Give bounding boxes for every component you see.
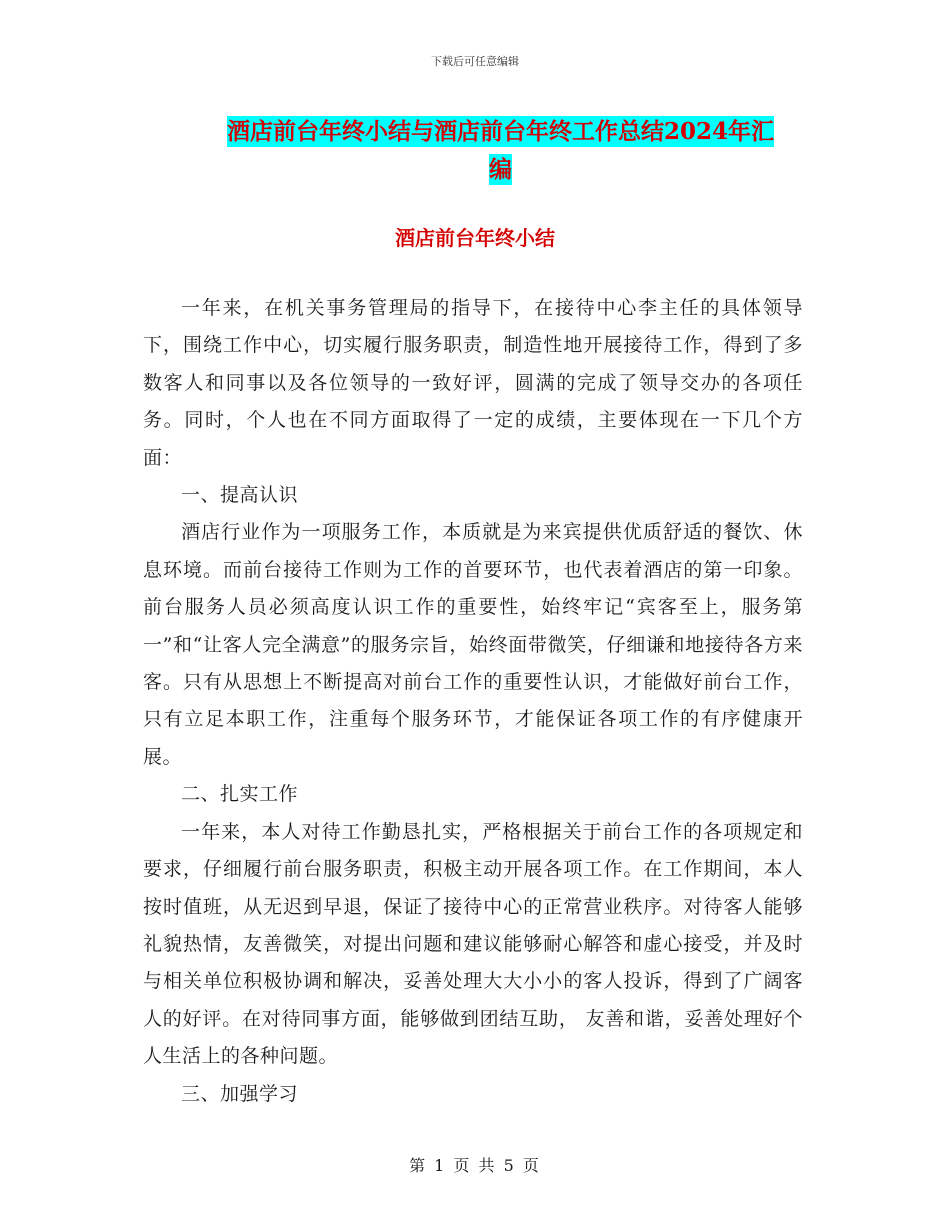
page-footer-page-number: 第 1 页 共 5 页 bbox=[409, 1156, 541, 1175]
document-title-line2: 编 bbox=[489, 156, 512, 183]
document-title-line1: 酒店前台年终小结与酒店前台年终工作总结2024年汇 bbox=[226, 118, 774, 145]
paragraph-improve-awareness: 酒店行业作为一项服务工作，本质就是为来宾提供优质舒适的餐饮、休息环境。而前台接待工作则为工作的首要环节，也代表着酒店的第一印象。前台服务人员必须高度认识工作的重要性，始终牢记“宾客至上，服务第一”和“让客人完全满意”的服务宗旨，始终面带微笑，仔细谦和地接待各方来客。只有从思想上不断提高对前台工作的重要性认识，才能做好前台工作，只有立足本职工作，注重每个服务环节，才能保证各项工作的有序健康开展。 bbox=[143, 521, 803, 768]
heading-solid-work: 二、扎实工作 bbox=[181, 783, 299, 806]
intro-paragraph: 一年来，在机关事务管理局的指导下，在接待中心李主任的具体领导下，围绕工作中心，切实履行服务职责，制造性地开展接待工作，得到了多数客人和同事以及各位领导的一致好评，圆满的完成了领导交办的各项任务。同时，个人也在不同方面取得了一定的成绩，主要体现在一下几个方面： bbox=[143, 297, 803, 469]
document-title bbox=[188, 113, 813, 189]
page-header-note: 下载后可任意编辑 bbox=[431, 55, 519, 68]
heading-strengthen-learning: 三、加强学习 bbox=[181, 1082, 299, 1105]
document-body bbox=[143, 290, 803, 1113]
paragraph-solid-work: 一年来，本人对待工作勤恳扎实，严格根据关于前台工作的各项规定和要求，仔细履行前台服务职责，积极主动开展各项工作。在工作期间，本人按时值班，从无迟到早退，保证了接待中心的正常营业秩序。对待客人能够礼貌热情，友善微笑，对提出问题和建议能够耐心解答和虚心接受，并及时与相关单位积极协调和解决，妥善处理大大小小的客人投诉，得到了广阔客人的好评。在对待同事方面，能够做到团结互助， 友善和谐，妥善处理好个人生活上的各种问题。 bbox=[143, 820, 803, 1068]
heading-improve-awareness: 一、提高认识 bbox=[181, 484, 299, 507]
section-title: 酒店前台年终小结 bbox=[395, 226, 555, 250]
